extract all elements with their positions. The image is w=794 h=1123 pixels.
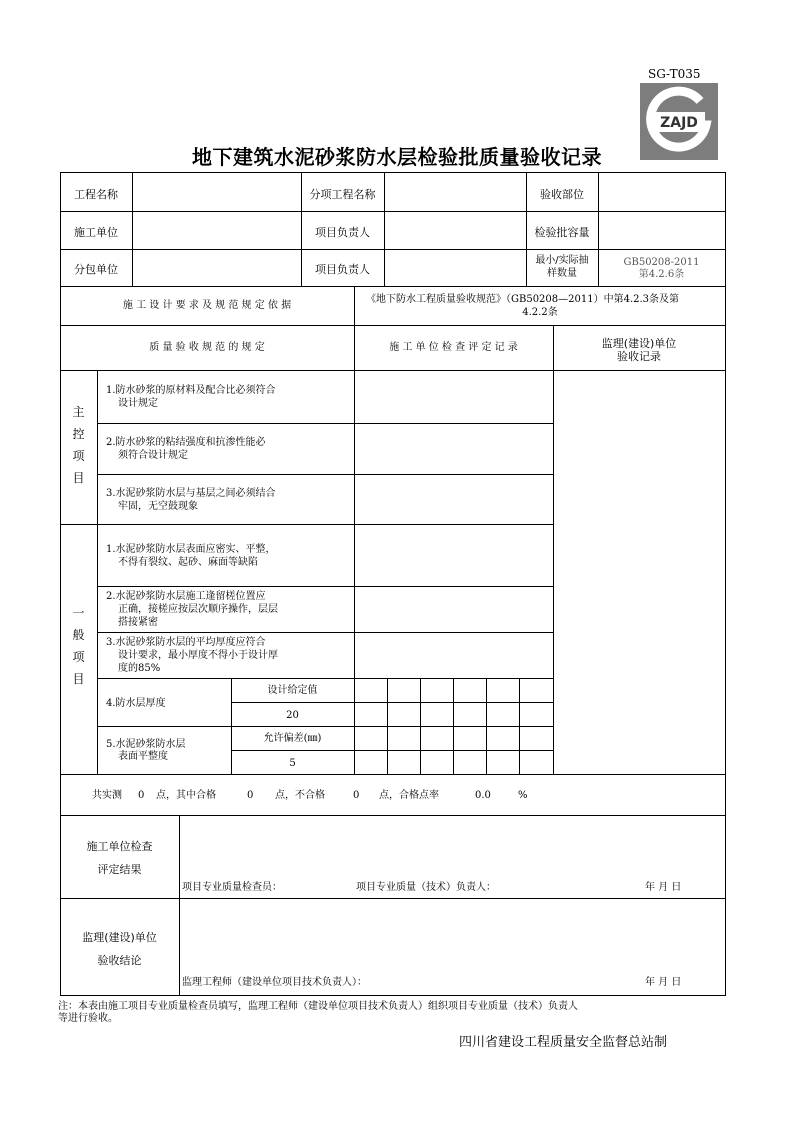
summary-text-2: 点，不合格: [275, 790, 325, 801]
summary-fail: 0: [353, 790, 360, 801]
main-label-char: 项: [72, 449, 85, 463]
main-item-2-line-2: 须符合设计规定: [118, 450, 188, 461]
main-label-char: 目: [72, 471, 85, 485]
main-items-label: [60, 403, 97, 487]
label-project-manager-2: 项目负责人: [315, 263, 370, 276]
label-project-manager: 项目负责人: [315, 226, 370, 239]
col-line: [486, 678, 487, 774]
summary-rate: 0.0: [475, 790, 491, 801]
logo-text: ZAJD: [660, 115, 698, 131]
row-line: [231, 702, 554, 703]
col-header-supervision-2: 验收记录: [617, 350, 661, 363]
inspector-signature-label: 项目专业质量检查员：: [182, 882, 282, 893]
note-line-2: 等进行验收。: [58, 1013, 118, 1024]
row-line: [60, 286, 726, 287]
row-line: [60, 524, 554, 525]
row-line: [60, 898, 726, 899]
general-label-char: 般: [72, 628, 85, 642]
supervision-label-1: 监理(建设)单位: [82, 931, 157, 944]
general-item-2-line-3: 搭接紧密: [118, 617, 158, 628]
main-item-2-line-1: 2.防水砂浆的粘结强度和抗渗性能必: [106, 437, 266, 448]
page-title: 地下建筑水泥砂浆防水层检验批质量验收记录: [192, 145, 602, 169]
supervision-date: 年 月 日: [645, 977, 682, 988]
main-item-3-line-1: 3.水泥砂浆防水层与基层之间必须结合: [106, 488, 276, 499]
table-border-top: [60, 172, 726, 173]
general-item-2-line-2: 正确，接槎应按层次顺序操作，层层: [118, 604, 278, 615]
summary-text-1: 点，其中合格: [156, 790, 216, 801]
main-item-1-line-1: 1.防水砂浆的原材料及配合比必须符合: [106, 385, 276, 396]
col-line: [553, 325, 554, 774]
engineer-signature-label: 监理工程师（建设单位项目技术负责人）：: [182, 977, 367, 988]
main-label-char: 控: [72, 427, 85, 441]
row-line: [60, 325, 726, 326]
general-label-char: 项: [72, 650, 85, 664]
general-item-3-line-1: 3.水泥砂浆防水层的平均厚度应符合: [106, 637, 266, 648]
tech-lead-signature-label: 项目专业质量（技术）负责人：: [356, 882, 496, 893]
col-header-record: 施 工 单 位 检 查 评 定 记 录: [389, 342, 518, 353]
general-label-char: 一: [72, 606, 85, 620]
construction-check-date: 年 月 日: [645, 882, 682, 893]
row-line: [60, 774, 726, 775]
col-header-supervision-1: 监理(建设)单位: [601, 337, 677, 350]
col-line: [132, 172, 133, 286]
label-project-name: 工程名称: [74, 188, 118, 201]
col-line: [97, 370, 98, 774]
design-value: 20: [286, 710, 299, 721]
general-item-4-label: 4.防水层厚度: [106, 698, 166, 709]
label-acceptance-part: 验收部位: [540, 188, 584, 201]
label-batch-capacity: 检验批容量: [534, 226, 590, 239]
general-items-label: [60, 604, 97, 688]
col-line: [453, 678, 454, 774]
note: [58, 1001, 698, 1025]
row-line: [97, 474, 554, 475]
summary-text-3: 点，合格点率: [379, 790, 439, 801]
general-item-1-line-1: 1.水泥砂浆防水层表面应密实、平整，: [106, 544, 276, 555]
tolerance-value: 5: [289, 758, 296, 769]
col-line: [384, 172, 385, 286]
construction-check-label-2: 评定结果: [97, 863, 142, 876]
summary-pass: 0: [247, 790, 254, 801]
basis-text-2: 4.2.2条: [522, 307, 558, 318]
label-construction-unit: 施工单位: [74, 226, 118, 239]
note-line-1: 注：本表由施工项目专业质量检查员填写，监理工程师（建设单位项目技术负责人）组织项目专业质量（技术）负责人: [58, 1001, 578, 1012]
col-line: [179, 815, 180, 995]
row-line: [97, 423, 554, 424]
row-line: [97, 586, 554, 587]
main-item-1-line-2: 设计规定: [118, 398, 158, 409]
main-item-3-line-2: 牢固，无空鼓现象: [118, 501, 198, 512]
row-line: [60, 370, 726, 371]
row-line: [60, 211, 726, 212]
table-border-right: [725, 172, 726, 996]
main-label-char: 主: [72, 405, 85, 419]
construction-check-label-1: 施工单位检查: [86, 840, 153, 853]
general-item-5-line-2: 表面平整度: [118, 751, 168, 762]
table-border-bottom: [60, 995, 726, 996]
label-min-sample-2: 样数量: [547, 268, 577, 279]
row-line: [60, 249, 726, 250]
summary-total: 0: [138, 790, 145, 801]
col-line: [387, 678, 388, 774]
general-item-3-line-2: 设计要求，最小厚度不得小于设计厚: [118, 650, 278, 661]
standard-code: GB50208-2011: [623, 257, 700, 268]
summary-label: 共实测: [92, 790, 122, 801]
label-basis: 施 工 设 计 要 求 及 规 范 规 定 依 据: [122, 300, 292, 311]
col-line: [519, 678, 520, 774]
tolerance-label: 允许偏差(㎜): [263, 733, 322, 744]
footer-issuer: 四川省建设工程质量安全监督总站制: [459, 1035, 668, 1050]
summary-percent: %: [518, 790, 528, 801]
standard-clause: 第4.2.6条: [638, 269, 685, 280]
general-item-1-line-2: 不得有裂纹、起砂、麻面等缺陷: [118, 557, 258, 568]
general-item-2-line-1: 2.水泥砂浆防水层施工逢留槎位置应: [106, 591, 266, 602]
general-item-3-line-3: 度的85%: [118, 663, 161, 674]
row-line: [231, 750, 554, 751]
basis-text-1: 《地下防水工程质量验收规范》（GB50208—2011）中第4.2.3条及第: [366, 294, 680, 305]
row-line: [60, 815, 726, 816]
label-sub-project: 分项工程名称: [309, 188, 376, 201]
document-code: SG-T035: [648, 67, 701, 81]
general-label-char: 目: [72, 672, 85, 686]
col-line: [354, 286, 355, 774]
col-header-spec: 质 量 验 收 规 范 的 规 定: [149, 342, 265, 353]
label-min-sample-1: 最小/实际抽: [535, 255, 589, 266]
general-item-5-line-1: 5.水泥砂浆防水层: [106, 739, 186, 750]
supervision-label-2: 验收结论: [97, 954, 142, 967]
row-line: [97, 632, 554, 633]
col-line: [420, 678, 421, 774]
design-value-label: 设计给定值: [267, 685, 318, 696]
label-subcontract-unit: 分包单位: [74, 263, 118, 276]
